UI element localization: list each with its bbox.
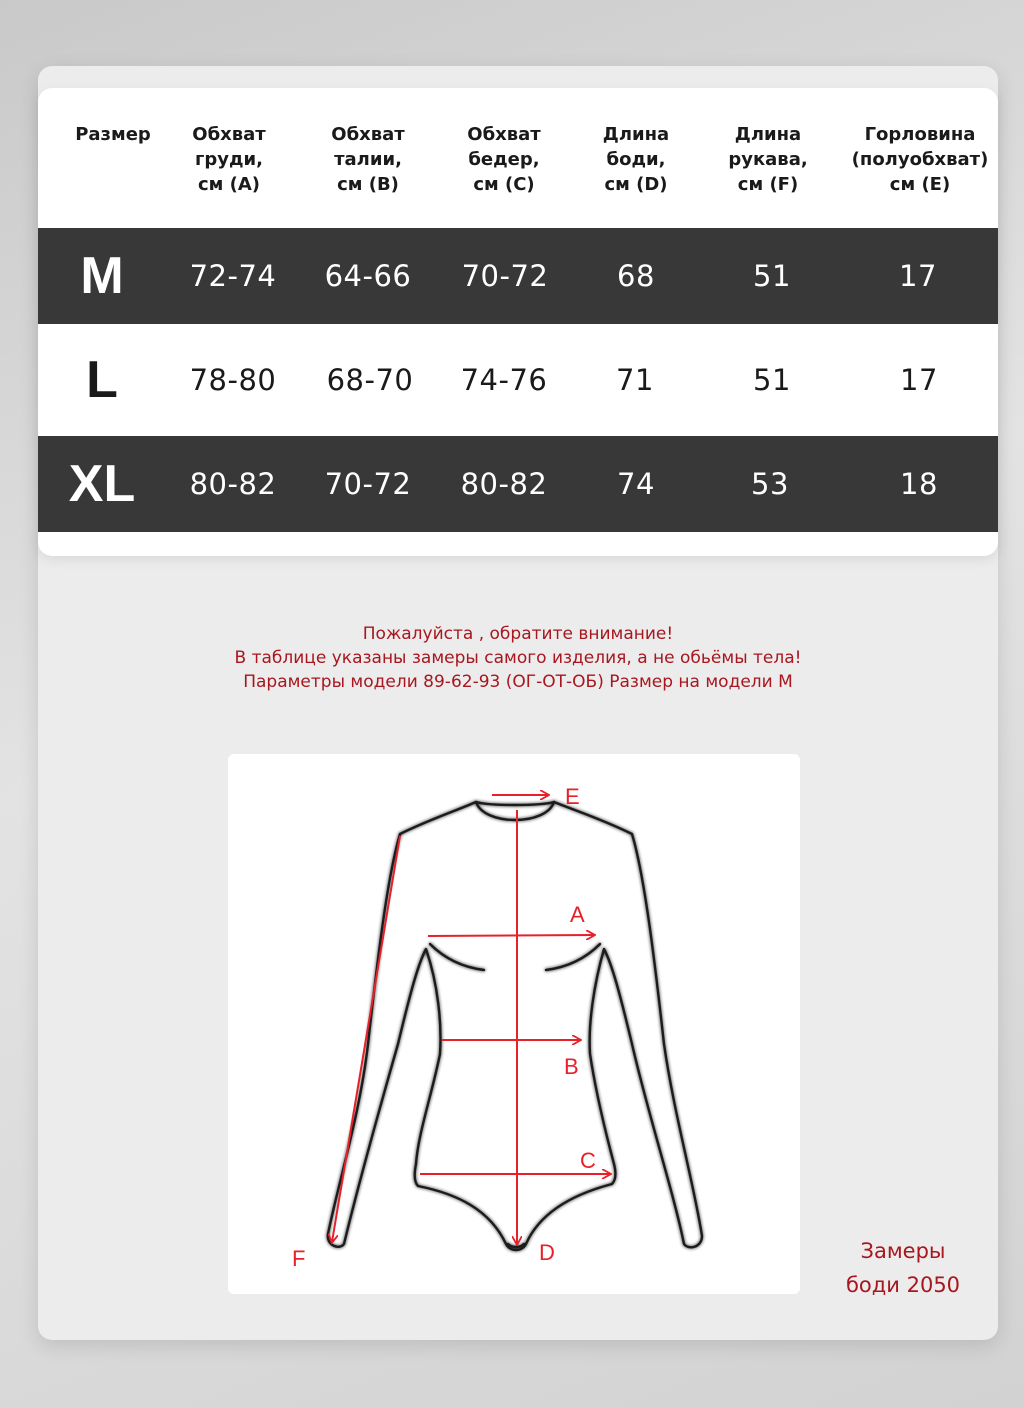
cell-hips: 80-82 xyxy=(460,467,548,501)
note-line-2: В таблице указаны замеры самого изделия, а не обьёмы тела! xyxy=(234,648,802,668)
cell-hips: 70-72 xyxy=(461,259,549,293)
label-c: C xyxy=(580,1148,596,1173)
measurement-note xyxy=(38,622,998,694)
cell-body-length: 71 xyxy=(616,363,654,397)
cell-sleeve-length: 53 xyxy=(751,467,789,501)
sleeve-length-arrow xyxy=(332,836,400,1242)
header-neckline: Горловина (полуобхват) см (E) xyxy=(851,124,989,195)
table-header-row xyxy=(38,88,998,228)
label-b: B xyxy=(564,1054,579,1079)
cell-body-length: 68 xyxy=(617,259,655,293)
cell-chest: 80-82 xyxy=(189,467,277,501)
caption-line-1: Замеры xyxy=(860,1239,946,1263)
cell-neckline: 18 xyxy=(900,467,938,501)
note-line-1: Пожалуйста , обратите внимание! xyxy=(362,624,674,644)
header-body-length: Длина боди, см (D) xyxy=(602,124,670,195)
cell-waist: 68-70 xyxy=(326,363,414,397)
measurement-arrows xyxy=(332,795,610,1244)
size-label: L xyxy=(86,351,118,409)
bodysuit-outline xyxy=(328,802,702,1250)
table-row-xl xyxy=(38,436,998,532)
header-waist: Обхват талии, см (B) xyxy=(331,124,405,195)
note-line-3: Параметры модели 89-62-93 (ОГ-ОТ-ОБ) Размер на модели М xyxy=(243,672,793,692)
diagram-caption xyxy=(828,1234,978,1302)
size-table xyxy=(38,88,998,556)
cell-chest: 72-74 xyxy=(189,259,277,293)
cell-chest: 78-80 xyxy=(189,363,277,397)
size-chart-card xyxy=(38,66,998,1340)
bodysuit-measurement-diagram xyxy=(228,754,800,1294)
label-f: F xyxy=(292,1246,306,1271)
cell-neckline: 17 xyxy=(899,259,937,293)
size-label: XL xyxy=(68,455,136,513)
cell-body-length: 74 xyxy=(617,467,655,501)
cell-waist: 70-72 xyxy=(324,467,412,501)
cell-waist: 64-66 xyxy=(324,259,412,293)
chest-arrow xyxy=(428,935,594,936)
header-size: Размер xyxy=(75,124,151,145)
label-d: D xyxy=(539,1240,555,1265)
header-sleeve-length: Длина рукава, см (F) xyxy=(728,124,808,195)
label-a: A xyxy=(570,902,585,927)
cell-neckline: 17 xyxy=(900,363,938,397)
size-label: M xyxy=(80,247,124,305)
table-row-l xyxy=(38,324,998,436)
table-row-m xyxy=(38,228,998,324)
caption-line-2: боди 2050 xyxy=(845,1273,961,1297)
cell-sleeve-length: 51 xyxy=(753,259,791,293)
label-e: E xyxy=(565,784,580,809)
header-hips: Обхват бедер, см (C) xyxy=(467,124,541,195)
header-chest: Обхват груди, см (A) xyxy=(192,124,266,195)
cell-hips: 74-76 xyxy=(460,363,548,397)
cell-sleeve-length: 51 xyxy=(753,363,791,397)
